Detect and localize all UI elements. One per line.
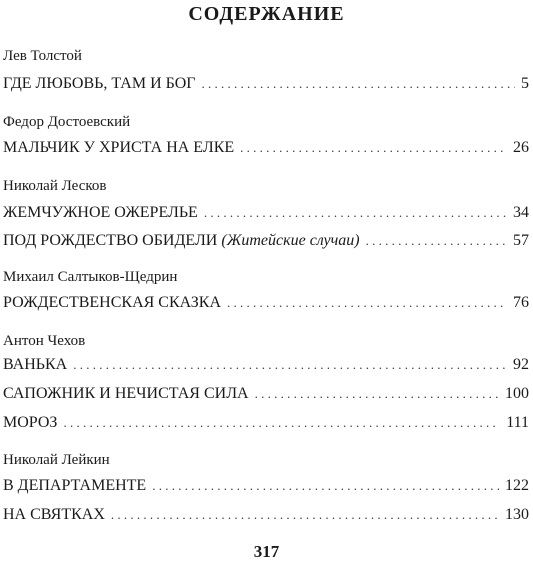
author-name: Антон Чехов — [3, 333, 86, 349]
dot-leader — [111, 505, 499, 525]
entry-title: ГДЕ ЛЮБОВЬ, ТАМ И БОГ — [3, 75, 196, 92]
toc-entry[interactable] — [3, 355, 529, 375]
entry-subtitle: (Житейские случаи) — [221, 232, 360, 249]
page-number: 57 — [513, 232, 529, 249]
dot-leader — [73, 355, 507, 375]
toc-entry[interactable] — [3, 384, 529, 404]
page-number: 130 — [505, 506, 529, 523]
dot-leader — [152, 476, 499, 496]
entry-title: РОЖДЕСТВЕНСКАЯ СКАЗКА — [3, 294, 222, 311]
page-number: 76 — [513, 294, 529, 311]
entry-title: МОРОЗ — [3, 414, 58, 431]
entry-title: НА СВЯТКАХ — [3, 506, 105, 523]
page-number: 100 — [505, 385, 529, 402]
entry-title: САПОЖНИК И НЕЧИСТАЯ СИЛА — [3, 385, 249, 402]
toc-entry[interactable] — [3, 138, 529, 158]
dot-leader — [255, 384, 499, 404]
author-name: Михаил Салтыков-Щедрин — [3, 269, 178, 285]
dot-leader — [202, 74, 515, 94]
entry-title: ВАНЬКА — [3, 356, 68, 373]
page-number: 26 — [513, 139, 529, 156]
dot-leader — [227, 293, 507, 313]
page-number: 92 — [513, 356, 529, 373]
toc-entry[interactable] — [3, 293, 529, 313]
entry-title: ЖЕМЧУЖНОЕ ОЖЕРЕЛЬЕ — [3, 204, 198, 221]
toc-entry[interactable] — [3, 74, 529, 94]
entry-title: В ДЕПАРТАМЕНТЕ — [3, 477, 147, 494]
dot-leader — [366, 231, 507, 251]
entry-title: МАЛЬЧИК У ХРИСТА НА ЕЛКЕ — [3, 139, 235, 156]
dot-leader — [63, 413, 500, 433]
page-number: 111 — [506, 414, 529, 431]
toc-entry[interactable] — [3, 231, 529, 251]
dot-leader — [240, 138, 507, 158]
page-folio-number: 317 — [253, 542, 280, 561]
page-number: 122 — [505, 477, 529, 494]
toc-entry[interactable] — [3, 413, 529, 433]
author-name: Николай Лесков — [3, 178, 107, 194]
author-name: Федор Достоевский — [3, 114, 131, 130]
dot-leader — [204, 203, 507, 223]
toc-entry[interactable] — [3, 505, 529, 525]
page-number: 34 — [513, 204, 529, 221]
toc-entry[interactable] — [3, 203, 529, 223]
author-name: Николай Лейкин — [3, 452, 110, 468]
entry-title: ПОД РОЖДЕСТВО ОБИДЕЛИ — [3, 232, 218, 249]
author-name: Лев Толстой — [3, 48, 82, 64]
page-number: 5 — [521, 75, 529, 92]
toc-heading: СОДЕРЖАНИЕ — [188, 3, 345, 25]
toc-entry[interactable] — [3, 476, 529, 496]
